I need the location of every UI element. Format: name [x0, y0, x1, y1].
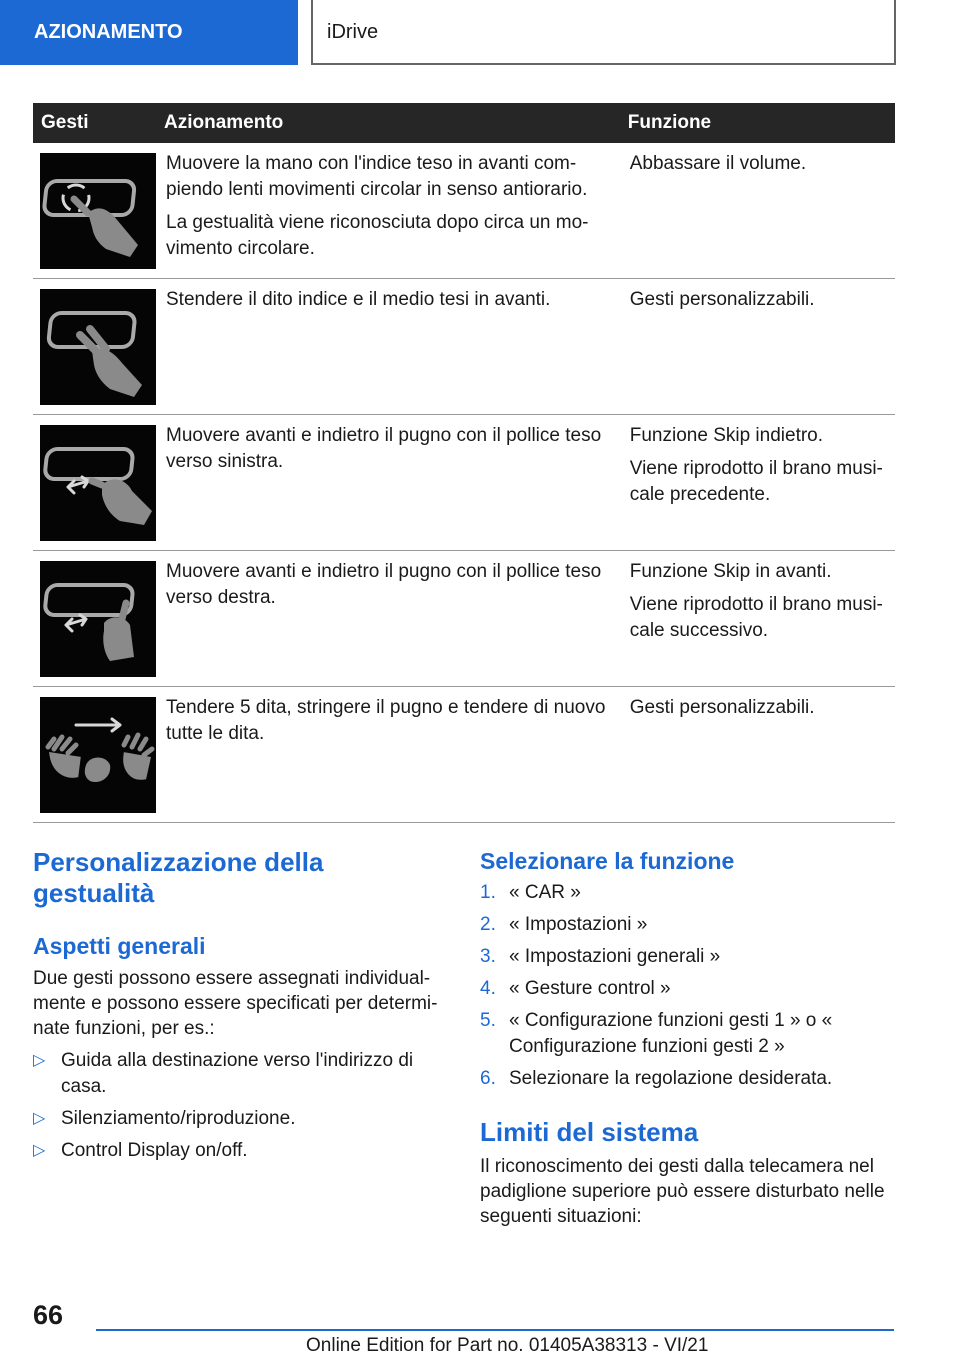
gesture-two-fingers-icon: [40, 289, 156, 405]
footer-divider: [96, 1329, 894, 1331]
section-heading: Personalizzazione della gestualità: [33, 847, 324, 908]
footer-edition: Online Edition for Part no. 01405A38313 - VI/21: [306, 1335, 709, 1356]
funzione-cell: [620, 687, 895, 823]
column-header-azionamento: Azionamento: [156, 103, 620, 143]
azionamento-cell: [156, 143, 620, 279]
list-item: [480, 912, 900, 938]
step-number: 1.: [480, 882, 496, 903]
step-text: Selezionare la regolazione desiderata.: [509, 1068, 833, 1089]
step-text: « Configurazione funzioni gesti 1 » o « Configurazione funzioni gesti 2 »: [509, 1010, 833, 1057]
bullet-list: [33, 1048, 443, 1170]
gesture-thumb-left-icon: [40, 425, 156, 541]
azionamento-cell: [156, 687, 620, 823]
table-text: Gesti personalizzabili.: [629, 697, 815, 718]
list-item: [33, 1106, 443, 1132]
azionamento-cell: [156, 279, 620, 415]
step-number: 4.: [480, 978, 496, 999]
step-text: « CAR »: [509, 882, 581, 903]
step-text: « Gesture control »: [509, 978, 671, 999]
section-tab: AZIONAMENTO: [0, 0, 298, 65]
triangle-bullet-icon: ▷: [33, 1110, 46, 1127]
table-text: Viene riprodotto il brano musi-cale successivo.: [629, 594, 883, 641]
gesture-table: [33, 103, 895, 823]
step-number: 6.: [480, 1068, 496, 1089]
list-item: [480, 944, 900, 970]
triangle-bullet-icon: ▷: [33, 1142, 46, 1159]
table-text: Muovere avanti e indietro il pugno con il pollice teso verso destra.: [166, 561, 602, 608]
subsection-heading: Selezionare la funzione: [480, 848, 735, 874]
column-header-gesti: Gesti: [33, 103, 156, 143]
funzione-cell: [620, 143, 895, 279]
azionamento-cell: [156, 551, 620, 687]
gesture-cell: [33, 551, 156, 687]
column-header-funzione: Funzione: [620, 103, 895, 143]
table-text: Funzione Skip in avanti.: [629, 561, 832, 582]
step-number: 5.: [480, 1010, 496, 1031]
gesture-fist-open-icon: [40, 697, 156, 813]
table-row: [33, 687, 895, 823]
list-item: [480, 1066, 900, 1092]
subsection-heading: Aspetti generali: [33, 933, 206, 959]
table-row: [33, 279, 895, 415]
list-item: [480, 880, 900, 906]
list-item: [33, 1138, 443, 1164]
step-number: 2.: [480, 914, 496, 935]
table-text: Muovere avanti e indietro il pugno con il pollice teso verso sinistra.: [166, 425, 602, 472]
gesture-thumb-right-icon: [40, 561, 156, 677]
table-text: La gestualità viene riconosciuta dopo circa un mo-vimento circolare.: [166, 212, 589, 259]
funzione-cell: [620, 415, 895, 551]
funzione-cell: [620, 551, 895, 687]
step-number: 3.: [480, 946, 496, 967]
list-item-text: Silenziamento/riproduzione.: [61, 1108, 296, 1129]
table-text: Gesti personalizzabili.: [629, 289, 815, 310]
table-row: [33, 551, 895, 687]
gesture-rotate-left-icon: [40, 153, 156, 269]
list-item-text: Control Display on/off.: [61, 1140, 248, 1161]
azionamento-cell: [156, 415, 620, 551]
gesture-cell: [33, 143, 156, 279]
table-text: Stendere il dito indice e il medio tesi in avanti.: [166, 289, 551, 310]
gesture-cell: [33, 687, 156, 823]
intro-paragraph: Due gesti possono essere assegnati individual-mente e possono essere specificati per determi-nate funzioni, per es.:: [33, 968, 438, 1039]
table-row: [33, 143, 895, 279]
table-text: Muovere la mano con l'indice teso in avanti com-piendo lenti movimenti circolar in senso antiorario.: [166, 153, 588, 200]
table-text: Funzione Skip indietro.: [629, 425, 824, 446]
funzione-cell: [620, 279, 895, 415]
table-text: Abbassare il volume.: [629, 153, 807, 174]
list-item: [480, 1008, 900, 1060]
triangle-bullet-icon: ▷: [33, 1052, 46, 1069]
step-text: « Impostazioni »: [509, 914, 648, 935]
step-text: « Impostazioni generali »: [509, 946, 721, 967]
list-item-text: Guida alla destinazione verso l'indirizzo di casa.: [61, 1050, 414, 1097]
section-heading: Limiti del sistema: [480, 1117, 699, 1147]
list-item: [33, 1048, 443, 1100]
table-text: Tendere 5 dita, stringere il pugno e tendere di nuovo tutte le dita.: [166, 697, 606, 744]
limits-paragraph: Il riconoscimento dei gesti dalla telecamera nel padiglione superiore può essere disturbato nelle seguenti situazioni:: [480, 1156, 885, 1227]
table-text: Viene riprodotto il brano musi-cale precedente.: [629, 458, 883, 505]
gesture-cell: [33, 415, 156, 551]
steps-list: [480, 880, 900, 1098]
list-item: [480, 976, 900, 1002]
gesture-cell: [33, 279, 156, 415]
table-row: [33, 415, 895, 551]
page-number: 66: [33, 1300, 64, 1330]
chapter-title: iDrive: [311, 0, 896, 65]
table-header-row: [33, 103, 895, 143]
